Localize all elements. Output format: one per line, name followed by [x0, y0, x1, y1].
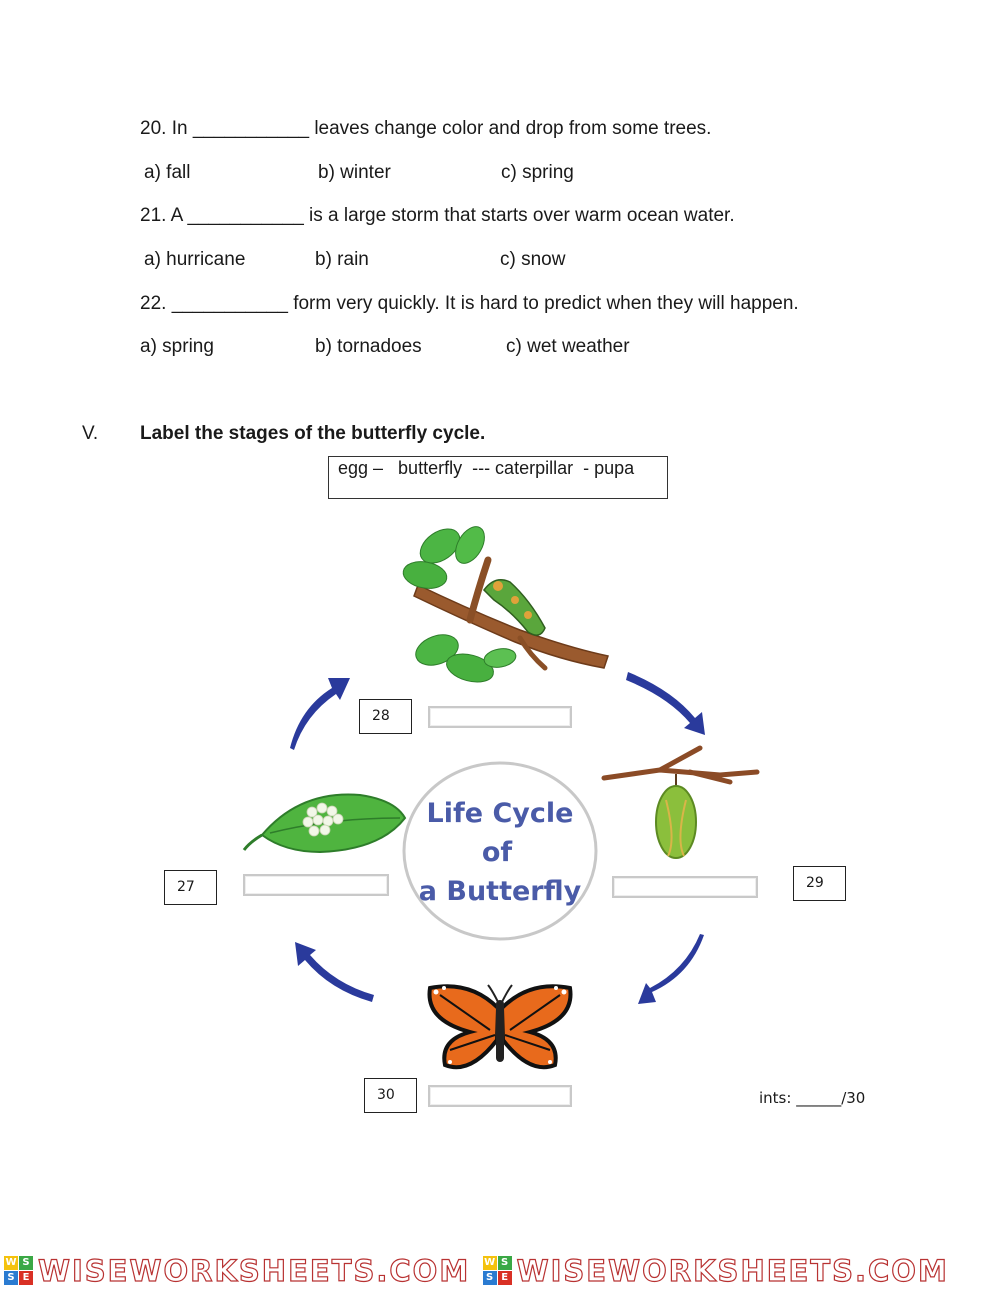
- answer-field-28[interactable]: [428, 706, 572, 728]
- q22-option-b: b) tornadoes: [315, 336, 422, 357]
- q22-option-c: c) wet weather: [506, 336, 630, 357]
- chrysalis-icon: [604, 748, 757, 858]
- question-20: 20. In ___________ leaves change color and drop from some trees.: [140, 118, 712, 139]
- label-number-30: 30: [364, 1078, 417, 1113]
- diagram-title-line-3: a Butterfly: [418, 876, 582, 907]
- section-instruction: Label the stages of the butterfly cycle.: [140, 423, 486, 444]
- brand-wordmark: WISEWORKSHEETS.COM: [516, 1254, 949, 1288]
- brand-wordmark: WISEWORKSHEETS.COM: [38, 1254, 471, 1288]
- q21-option-c: c) snow: [500, 249, 566, 270]
- q20-option-b: b) winter: [318, 162, 391, 183]
- answer-field-27[interactable]: [243, 874, 389, 896]
- answer-field-30[interactable]: [428, 1085, 572, 1107]
- points-total: ints: ______/30: [759, 1089, 866, 1107]
- label-number-28: 28: [359, 699, 412, 734]
- brand-logo-icon: W S S E: [4, 1256, 34, 1286]
- caterpillar-branch-icon: [401, 522, 608, 687]
- title-circle: [404, 763, 596, 939]
- q20-option-a: a) fall: [144, 162, 191, 183]
- question-21: 21. A ___________ is a large storm that starts over warm ocean water.: [140, 205, 735, 226]
- diagram-title-line-1: Life Cycle: [426, 798, 574, 829]
- diagram-title-line-2: of: [481, 837, 513, 868]
- q22-option-a: a) spring: [140, 336, 214, 357]
- footer-banner: [0, 1254, 1000, 1291]
- answer-field-29[interactable]: [612, 876, 758, 898]
- q21-option-b: b) rain: [315, 249, 369, 270]
- brand-logo-icon: W S S E: [483, 1256, 513, 1286]
- label-number-27: 27: [164, 870, 217, 905]
- label-number-29: 29: [793, 866, 846, 901]
- question-22: 22. ___________ form very quickly. It is hard to predict when they will happen.: [140, 293, 799, 314]
- word-bank: egg – butterfly --- caterpillar - pupa: [328, 456, 668, 499]
- q20-option-c: c) spring: [501, 162, 574, 183]
- q21-option-a: a) hurricane: [144, 249, 246, 270]
- butterfly-icon: [430, 985, 571, 1067]
- section-numeral: V.: [82, 423, 99, 444]
- egg-leaf-icon: [244, 795, 405, 853]
